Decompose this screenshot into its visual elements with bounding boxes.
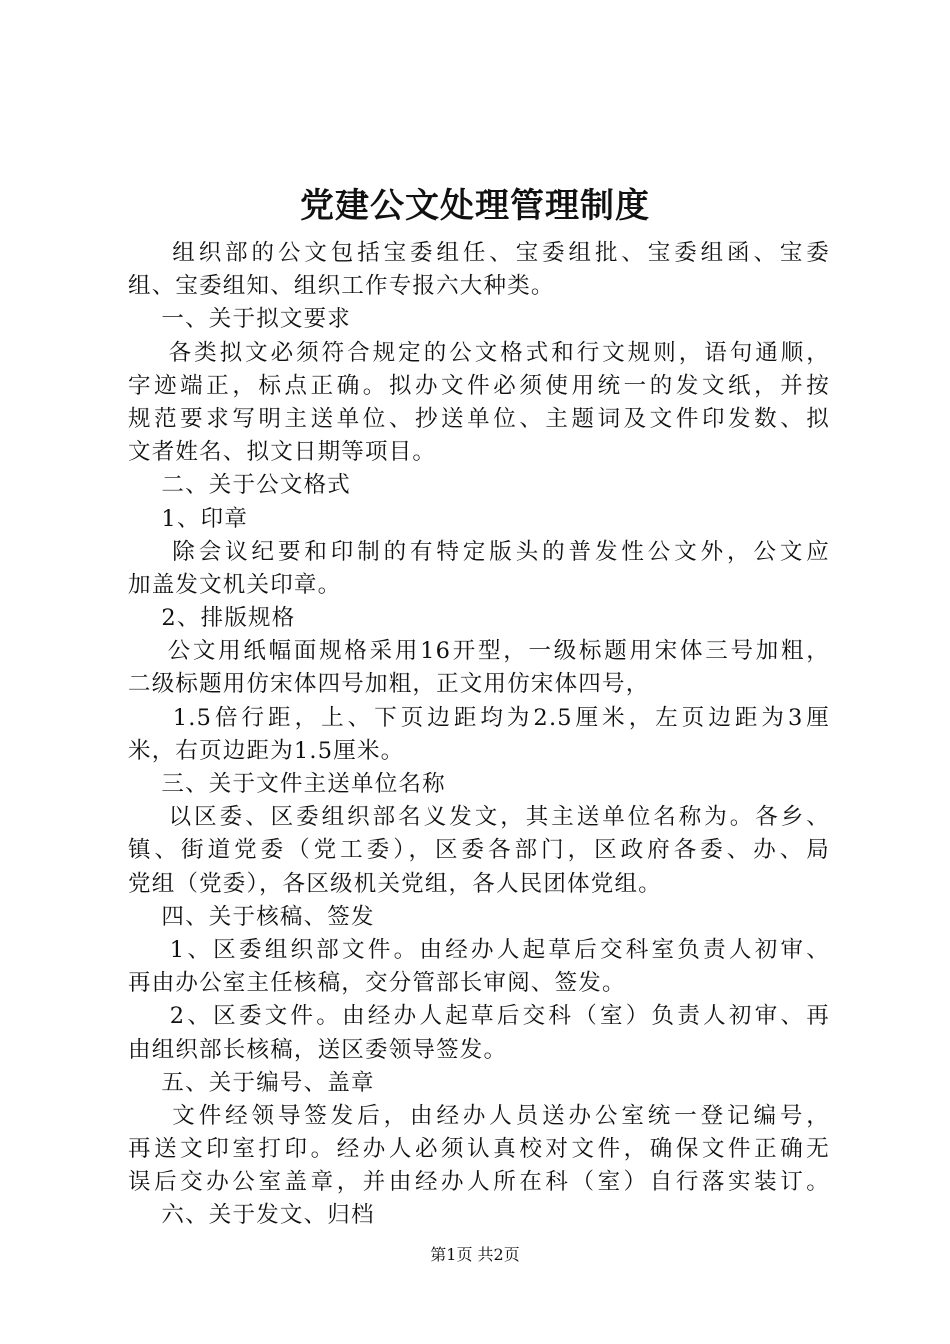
body-line: 组、宝委组知、组织工作专报六大种类。: [128, 273, 555, 300]
body-line: 以区委、区委组织部名义发文，其主送单位名称为。各乡、: [128, 804, 830, 831]
body-line: 三、关于文件主送单位名称: [128, 771, 446, 797]
body-line: 字迹端正，标点正确。拟办文件必须使用统一的发文纸，并按: [128, 372, 830, 399]
body-line: 二、关于公文格式: [128, 472, 352, 499]
body-line: 除会议纪要和印制的有特定版头的普发性公文外，公文应: [128, 538, 830, 565]
body-line: 再送文印室打印。经办人必须认真校对文件，确保文件正确无: [128, 1136, 830, 1163]
page-footer: 第1页 共2页: [430, 1245, 520, 1264]
body-line: 公文用纸幅面规格采用16开型，一级标题用宋体三号加粗，: [128, 638, 830, 665]
body-line: 由组织部长核稿，送区委领导签发。: [128, 1036, 508, 1063]
body-line: 1.5倍行距，上、下页边距均为2.5厘米，左页边距为3厘: [128, 704, 830, 731]
body-line: 二级标题用仿宋体四号加粗，正文用仿宋体四号，: [128, 671, 650, 698]
document-body: [128, 237, 830, 1233]
body-line: 文者姓名、拟文日期等项目。: [128, 439, 437, 466]
body-line: 米，右页边距为1.5厘米。: [128, 737, 405, 764]
body-line: 文件经领导签发后，由经办人员送办公室统一登记编号，: [128, 1102, 830, 1129]
body-line: 一、关于拟文要求: [128, 306, 352, 333]
body-line: 各类拟文必须符合规定的公文格式和行文规则，语句通顺，: [128, 339, 830, 366]
body-line: 加盖发文机关印章。: [128, 571, 342, 598]
body-line: 误后交办公室盖章，并由经办人所在科（室）自行落实装订。: [128, 1169, 830, 1196]
body-line: 六、关于发文、归档: [128, 1202, 375, 1229]
body-line: 2、排版规格: [128, 605, 296, 632]
body-line: 五、关于编号、盖章: [128, 1069, 375, 1096]
body-line: 组织部的公文包括宝委组任、宝委组批、宝委组函、宝委: [128, 240, 830, 266]
body-line: 再由办公室主任核稿，交分管部长审阅、签发。: [128, 970, 626, 997]
body-line: 2、区委文件。由经办人起草后交科（室）负责人初审、再: [128, 1003, 830, 1030]
body-line: 党组（党委），各区级机关党组，各人民团体党组。: [128, 870, 662, 897]
document-title: 党建公文处理管理制度: [300, 186, 650, 226]
body-line: 1、印章: [128, 505, 249, 532]
body-line: 四、关于核稿、签发: [128, 903, 375, 930]
body-line: 镇、街道党委（党工委），区委各部门，区政府各委、办、局: [128, 837, 830, 864]
body-line: 1、区委组织部文件。由经办人起草后交科室负责人初审、: [128, 936, 830, 963]
body-line: 规范要求写明主送单位、抄送单位、主题词及文件印发数、拟: [128, 405, 830, 432]
